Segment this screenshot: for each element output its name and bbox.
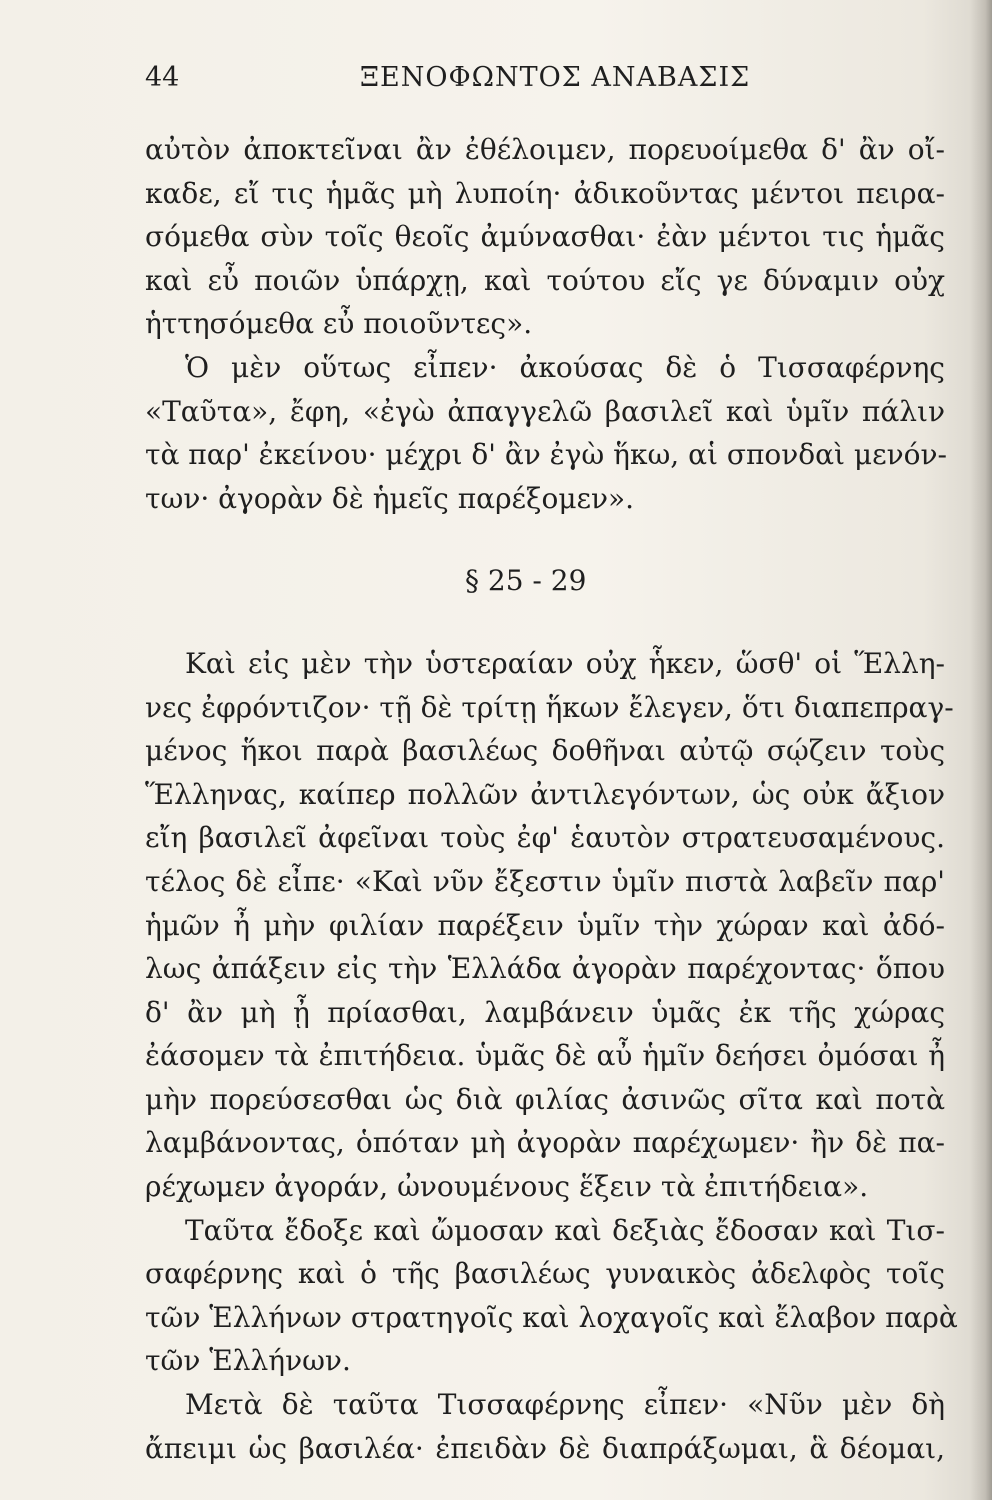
text-line: εἴη βασιλεῖ ἀφεῖναι τοὺς ἐφ' ἑαυτὸν στρατευσαμένους. (145, 821, 945, 855)
text-line: ἡττησόμεθα εὖ ποιοῦντες». (145, 307, 533, 341)
running-head (145, 62, 945, 98)
body-text (145, 128, 958, 1470)
text-line: καὶ εὖ ποιῶν ὑπάρχῃ, καὶ τούτου εἴς γε δύναμιν οὐχ (145, 263, 945, 297)
running-title: ΞΕΝΟΦΩΝΤΟΣ ΑΝΑΒΑΣΙΣ (360, 62, 751, 93)
section-spacer (145, 520, 945, 559)
paragraph-start-line: Ὁ μὲν οὕτως εἶπεν· ἀκούσας δὲ ὁ Τισσαφέρνης (185, 350, 945, 384)
text-line: ρέχωμεν ἀγοράν, ὠνουμένους ἕξειν τὰ ἐπιτήδεια». (145, 1170, 869, 1204)
section-heading: § 25 - 29 (465, 564, 587, 598)
text-line: τῶν Ἑλλήνων. (145, 1344, 351, 1378)
text-line: Ἕλληνας, καίπερ πολλῶν ἀντιλεγόντων, ὡς οὐκ ἄξιον (145, 777, 945, 811)
text-line: ἐάσομεν τὰ ἐπιτήδεια. ὑμᾶς δὲ αὖ ἡμῖν δεήσει ὀμόσαι ἦ (145, 1039, 945, 1073)
text-line: καδε, εἴ τις ἡμᾶς μὴ λυποίη· ἀδικοῦντας μέντοι πειρα- (145, 176, 945, 210)
paragraph-start-line: Μετὰ δὲ ταῦτα Τισσαφέρνης εἶπεν· «Νῦν μὲν δὴ (185, 1388, 945, 1422)
paragraph-start-line: Ταῦτα ἔδοξε καὶ ὤμοσαν καὶ δεξιὰς ἔδοσαν καὶ Τισ- (185, 1213, 945, 1247)
text-line: μὴν πορεύσεσθαι ὡς διὰ φιλίας ἀσινῶς σῖτα καὶ ποτὰ (145, 1082, 945, 1116)
text-line: τῶν Ἑλλήνων στρατηγοῖς καὶ λοχαγοῖς καὶ ἔλαβον παρὰ (145, 1300, 958, 1334)
page-number: 44 (145, 62, 180, 93)
text-line: «Ταῦτα», ἔφη, «ἐγὼ ἀπαγγελῶ βασιλεῖ καὶ ὑμῖν πάλιν (145, 394, 945, 428)
text-line: ἡμῶν ἦ μὴν φιλίαν παρέξειν ὑμῖν τὴν χώραν καὶ ἀδό- (145, 908, 945, 942)
text-line: ἄπειμι ὡς βασιλέα· ἐπειδὰν δὲ διαπράξωμαι, ἃ δέομαι, (145, 1431, 945, 1465)
text-line: τὰ παρ' ἐκείνου· μέχρι δ' ἂν ἐγὼ ἥκω, αἱ σπονδαὶ μενόν- (145, 438, 947, 472)
text-line: μένος ἥκοι παρὰ βασιλέως δοθῆναι αὐτῷ σῴζειν τοὺς (145, 734, 945, 768)
text-line: τέλος δὲ εἶπε· «Καὶ νῦν ἔξεστιν ὑμῖν πιστὰ λαβεῖν παρ' (145, 864, 945, 898)
text-line: σαφέρνης καὶ ὁ τῆς βασιλέως γυναικὸς ἀδελφὸς τοῖς (145, 1257, 945, 1291)
page-gutter-shadow (970, 0, 992, 1500)
text-line: δ' ἂν μὴ ᾖ πρίασθαι, λαμβάνειν ὑμᾶς ἐκ τῆς χώρας (145, 995, 945, 1029)
text-line: σόμεθα σὺν τοῖς θεοῖς ἀμύνασθαι· ἐὰν μέντοι τις ἡμᾶς (145, 220, 945, 254)
section-spacer (145, 603, 945, 642)
text-line: λαμβάνοντας, ὁπόταν μὴ ἀγορὰν παρέχωμεν· ἢν δὲ πα- (145, 1126, 945, 1160)
text-line: λως ἀπάξειν εἰς τὴν Ἑλλάδα ἀγορὰν παρέχοντας· ὅπου (145, 952, 945, 986)
paragraph-start-line: Καὶ εἰς μὲν τὴν ὑστεραίαν οὐχ ἧκεν, ὥσθ' οἱ Ἕλλη- (185, 646, 945, 680)
text-line: των· ἀγορὰν δὲ ἡμεῖς παρέξομεν». (145, 481, 635, 515)
text-line: νες ἐφρόντιζον· τῇ δὲ τρίτῃ ἥκων ἔλεγεν, ὅτι διαπεπραγ- (145, 690, 954, 724)
text-line: αὐτὸν ἀποκτεῖναι ἂν ἐθέλοιμεν, πορευοίμεθα δ' ἂν οἴ- (145, 133, 945, 166)
